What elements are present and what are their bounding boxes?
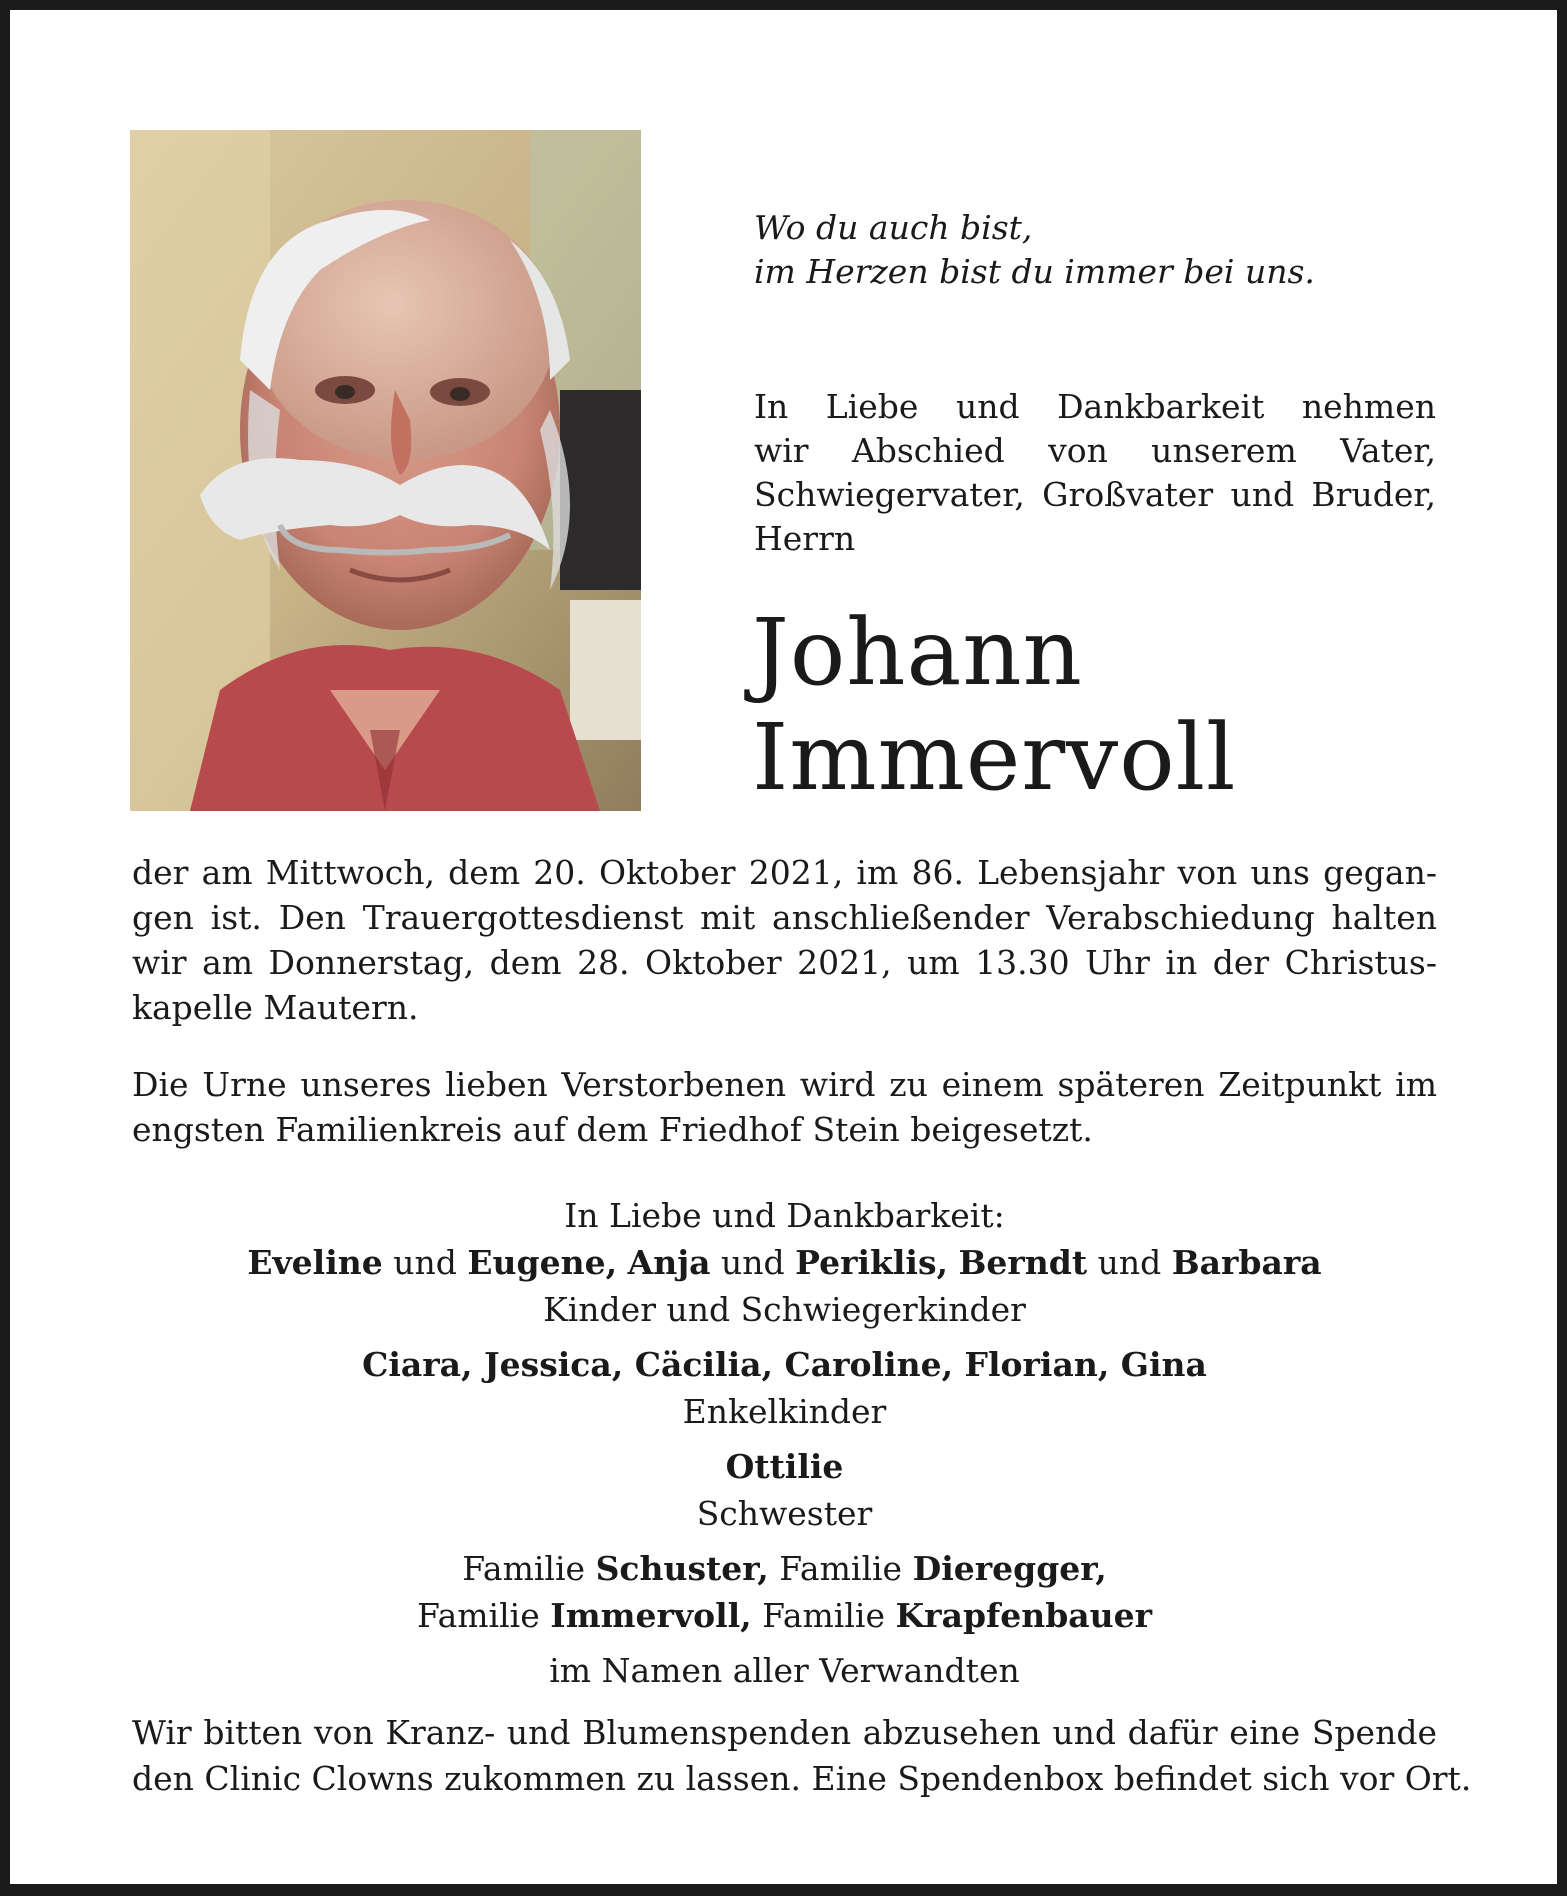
sister-role: Schwester	[696, 1494, 873, 1533]
footer-line-2: den Clinic Clowns zukommen zu lassen. Eine Spendenbox befindet sich vor Ort.	[132, 1759, 1472, 1798]
families-line-1: Familie Schuster, Familie Dieregger,	[462, 1549, 1107, 1588]
body-line-6: engsten Familienkreis auf dem Friedhof Stein beigesetzt.	[132, 1110, 1093, 1149]
portrait-image	[130, 130, 641, 811]
farewell-intro	[754, 385, 1436, 561]
families-line-2: Familie Immervoll, Familie Krapfenbauer	[416, 1596, 1153, 1635]
deceased-name	[752, 600, 1236, 810]
donation-note	[132, 1710, 1472, 1802]
body-line-2: gen ist. Den Trauergottesdienst mit anschließender Verabschiedung halten	[132, 898, 1437, 937]
burial-text	[132, 1062, 1437, 1152]
body-line-5: Die Urne unseres lieben Verstorbenen wird zu einem späteren Zeitpunkt im	[132, 1065, 1437, 1104]
footer-line-1: Wir bitten von Kranz- und Blumenspenden abzusehen und dafür eine Spende	[132, 1713, 1437, 1752]
intro-line-1: In Liebe und Dankbarkeit nehmen	[754, 387, 1436, 426]
sister-name: Ottilie	[725, 1447, 844, 1486]
portrait-photo	[130, 130, 641, 811]
intro-line-2: wir Abschied von unserem Vater,	[754, 431, 1436, 470]
grandchildren-names: Ciara, Jessica, Cäcilia, Caroline, Florian, Gina	[362, 1345, 1207, 1384]
mourners-heading: In Liebe und Dankbarkeit:	[564, 1196, 1005, 1235]
mourners-closing: im Namen aller Verwandten	[549, 1651, 1020, 1690]
deceased-last-name: Immervoll	[752, 704, 1237, 811]
body-line-1: der am Mittwoch, dem 20. Oktober 2021, im 86. Lebensjahr von uns gegan-	[132, 853, 1437, 892]
body-line-4: kapelle Mautern.	[132, 988, 419, 1027]
body-line-3: wir am Donnerstag, dem 28. Oktober 2021, um 13.30 Uhr in der Christus-	[132, 943, 1437, 982]
quote-line-1: Wo du auch bist,	[754, 208, 1033, 247]
grandchildren-role: Enkelkinder	[682, 1392, 887, 1431]
mourners-list	[132, 1192, 1437, 1694]
children-role: Kinder und Schwiegerkinder	[543, 1290, 1026, 1329]
quote-line-2: im Herzen bist du immer bei uns.	[754, 252, 1315, 291]
deceased-first-name: Johann	[752, 599, 1083, 706]
intro-line-4: Herrn	[754, 519, 856, 558]
death-and-service-text	[132, 850, 1437, 1030]
memorial-quote	[754, 206, 1454, 294]
intro-line-3: Schwiegervater, Großvater und Bruder,	[754, 475, 1436, 514]
children-names: Eveline und Eugene, Anja und Periklis, Berndt und Barbara	[247, 1243, 1322, 1282]
